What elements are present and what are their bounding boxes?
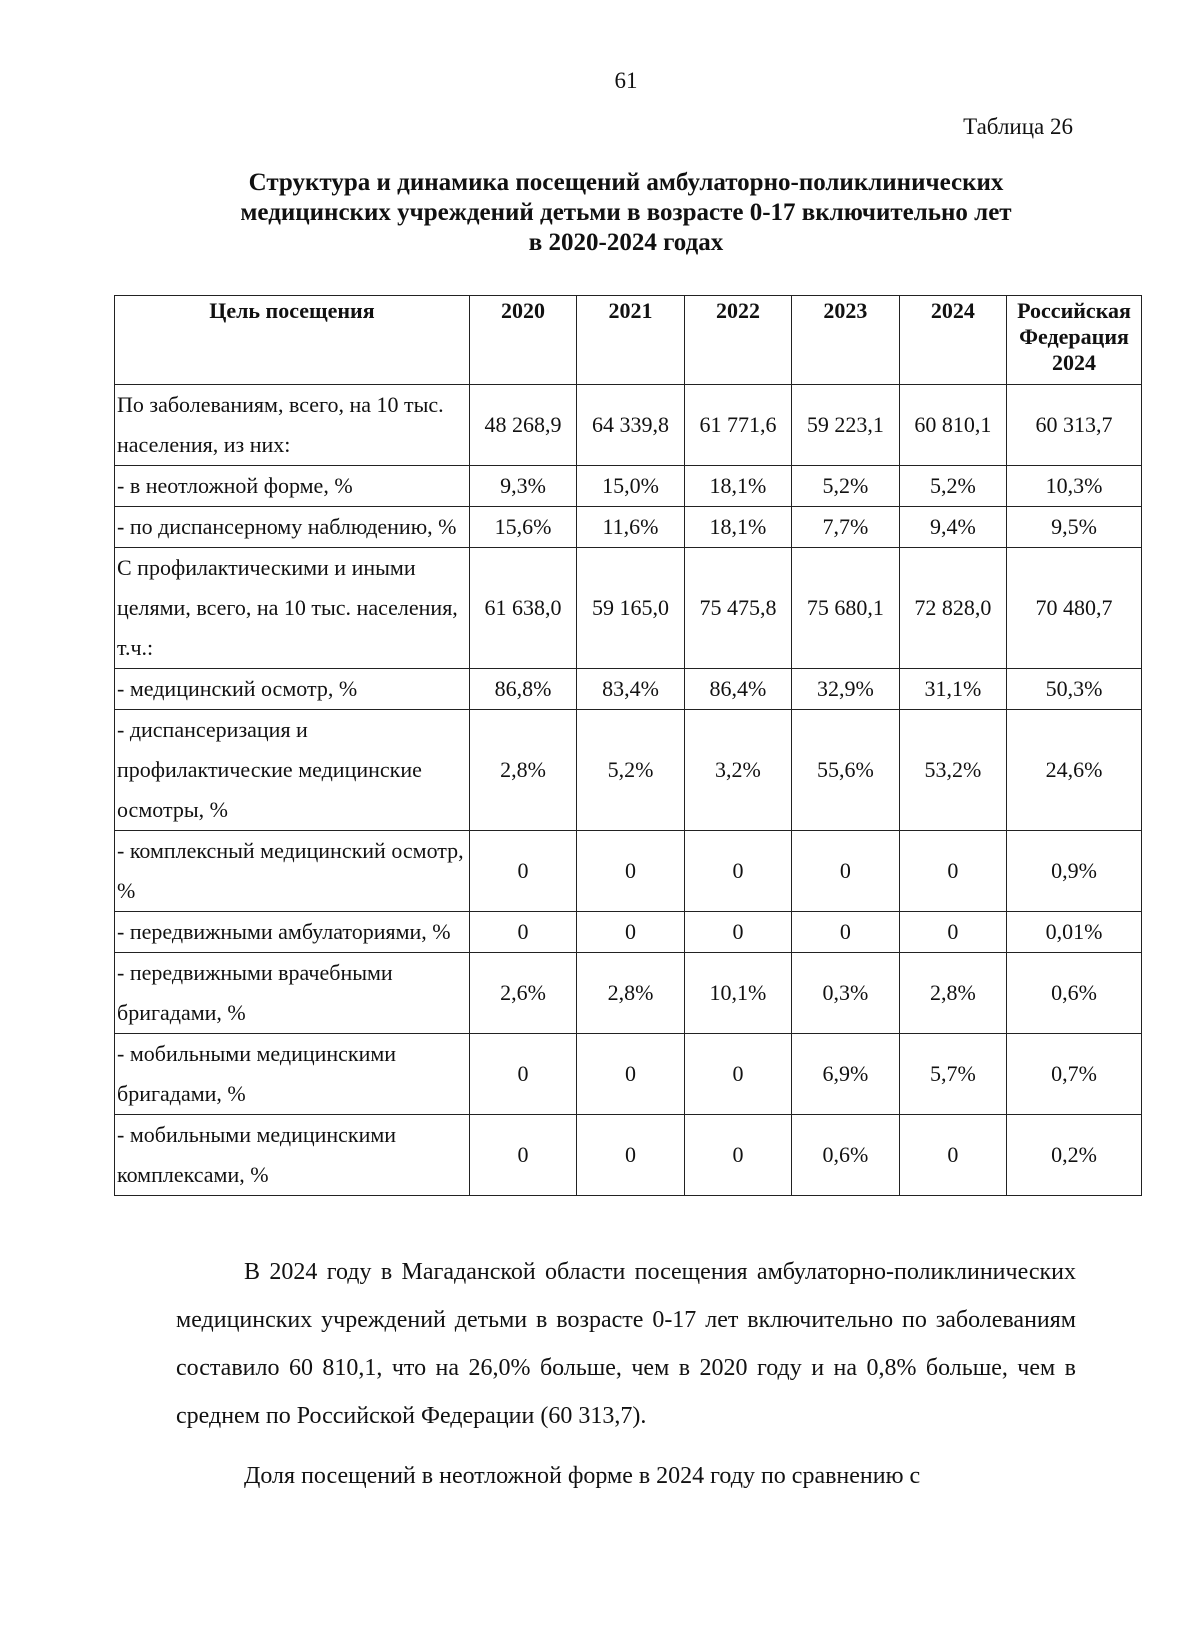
row-value: 0 — [899, 1115, 1006, 1196]
paragraph: В 2024 году в Магаданской области посещения амбулаторно-поликлинических медицинских учреждений детьми в возрасте 0-17 лет включительно по заболеваниям составило 60 810,1, что на 26,0% больше, чем в 2020 году и на 0,8% больше, чем в среднем по Российской Федерации (60 313,7). — [176, 1259, 1076, 1429]
header-rf-2024: Российская Федерация 2024 — [1007, 296, 1142, 385]
table-row — [115, 1115, 1142, 1196]
row-value: 11,6% — [577, 507, 684, 548]
row-value: 50,3% — [1007, 669, 1142, 710]
row-value: 10,1% — [684, 953, 791, 1034]
row-value: 0,7% — [1007, 1034, 1142, 1115]
row-value: 31,1% — [899, 669, 1006, 710]
header-2022: 2022 — [684, 296, 791, 385]
row-value: 86,4% — [684, 669, 791, 710]
paragraph: Доля посещений в неотложной форме в 2024 году по сравнению с — [244, 1463, 921, 1489]
row-value: 10,3% — [1007, 466, 1142, 507]
row-value: 7,7% — [792, 507, 899, 548]
page-number: 61 — [614, 68, 638, 93]
row-value: 60 313,7 — [1007, 385, 1142, 466]
row-label: - передвижными амбулаториями, % — [115, 912, 470, 953]
row-value: 15,6% — [469, 507, 576, 548]
row-value: 0 — [469, 912, 576, 953]
row-value: 3,2% — [684, 710, 791, 831]
row-value: 70 480,7 — [1007, 548, 1142, 669]
row-value: 61 638,0 — [469, 548, 576, 669]
row-value: 0 — [469, 1034, 576, 1115]
table-label: Таблица 26 — [963, 114, 1073, 139]
row-value: 0 — [577, 831, 684, 912]
header-2024: 2024 — [899, 296, 1006, 385]
row-label: - комплексный медицинский осмотр, % — [115, 831, 470, 912]
row-label: - передвижными врачебными бригадами, % — [115, 953, 470, 1034]
row-value: 0,01% — [1007, 912, 1142, 953]
row-value: 0 — [577, 912, 684, 953]
row-value: 0,9% — [1007, 831, 1142, 912]
row-value: 9,5% — [1007, 507, 1142, 548]
row-value: 64 339,8 — [577, 385, 684, 466]
row-value: 0 — [469, 1115, 576, 1196]
table-row — [115, 669, 1142, 710]
row-value: 86,8% — [469, 669, 576, 710]
header-2021: 2021 — [577, 296, 684, 385]
row-value: 18,1% — [684, 466, 791, 507]
row-value: 48 268,9 — [469, 385, 576, 466]
table-row — [115, 1034, 1142, 1115]
row-value: 2,8% — [469, 710, 576, 831]
row-value: 59 223,1 — [792, 385, 899, 466]
row-value: 0,3% — [792, 953, 899, 1034]
row-value: 32,9% — [792, 669, 899, 710]
row-value: 5,2% — [792, 466, 899, 507]
row-value: 0 — [792, 912, 899, 953]
row-value: 18,1% — [684, 507, 791, 548]
row-label: - в неотложной форме, % — [115, 466, 470, 507]
row-value: 9,4% — [899, 507, 1006, 548]
row-value: 6,9% — [792, 1034, 899, 1115]
body-text — [176, 1248, 1076, 1500]
row-value: 0 — [684, 1034, 791, 1115]
row-value: 61 771,6 — [684, 385, 791, 466]
table-row — [115, 710, 1142, 831]
table-row — [115, 385, 1142, 466]
row-value: 60 810,1 — [899, 385, 1006, 466]
row-value: 2,8% — [899, 953, 1006, 1034]
row-label: - мобильными медицинскими бригадами, % — [115, 1034, 470, 1115]
row-label: - по диспансерному наблюдению, % — [115, 507, 470, 548]
row-value: 24,6% — [1007, 710, 1142, 831]
row-value: 9,3% — [469, 466, 576, 507]
table-row — [115, 953, 1142, 1034]
row-label: С профилактическими и иными целями, всего, на 10 тыс. населения, т.ч.: — [115, 548, 470, 669]
title-line: медицинских учреждений детьми в возрасте 0-17 включительно лет — [240, 199, 1012, 226]
header-2020: 2020 — [469, 296, 576, 385]
table-row — [115, 548, 1142, 669]
row-value: 72 828,0 — [899, 548, 1006, 669]
header-purpose: Цель посещения — [115, 296, 470, 385]
table-title — [150, 168, 1102, 258]
row-label: - мобильными медицинскими комплексами, % — [115, 1115, 470, 1196]
table-row — [115, 831, 1142, 912]
row-label: - медицинский осмотр, % — [115, 669, 470, 710]
row-value: 5,7% — [899, 1034, 1006, 1115]
row-value: 0 — [684, 831, 791, 912]
row-value: 0,6% — [792, 1115, 899, 1196]
row-value: 0 — [792, 831, 899, 912]
row-label: По заболеваниям, всего, на 10 тыс. населения, из них: — [115, 385, 470, 466]
row-label: - диспансеризация и профилактические медицинские осмотры, % — [115, 710, 470, 831]
row-value: 0 — [577, 1115, 684, 1196]
title-line: Структура и динамика посещений амбулаторно-поликлинических — [248, 169, 1004, 196]
table-header-row — [115, 296, 1142, 385]
row-value: 55,6% — [792, 710, 899, 831]
row-value: 2,6% — [469, 953, 576, 1034]
row-value: 75 680,1 — [792, 548, 899, 669]
row-value: 5,2% — [577, 710, 684, 831]
row-value: 15,0% — [577, 466, 684, 507]
row-value: 0 — [577, 1034, 684, 1115]
table-row — [115, 912, 1142, 953]
title-line: в 2020-2024 годах — [528, 229, 724, 256]
row-value: 75 475,8 — [684, 548, 791, 669]
row-value: 0 — [899, 912, 1006, 953]
row-value: 0 — [684, 1115, 791, 1196]
table-row — [115, 507, 1142, 548]
visits-table — [114, 295, 1142, 1196]
row-value: 0 — [899, 831, 1006, 912]
row-value: 53,2% — [899, 710, 1006, 831]
row-value: 83,4% — [577, 669, 684, 710]
row-value: 0,6% — [1007, 953, 1142, 1034]
row-value: 0,2% — [1007, 1115, 1142, 1196]
table-row — [115, 466, 1142, 507]
row-value: 5,2% — [899, 466, 1006, 507]
table-body — [115, 385, 1142, 1196]
row-value: 0 — [684, 912, 791, 953]
row-value: 0 — [469, 831, 576, 912]
row-value: 2,8% — [577, 953, 684, 1034]
row-value: 59 165,0 — [577, 548, 684, 669]
header-2023: 2023 — [792, 296, 899, 385]
